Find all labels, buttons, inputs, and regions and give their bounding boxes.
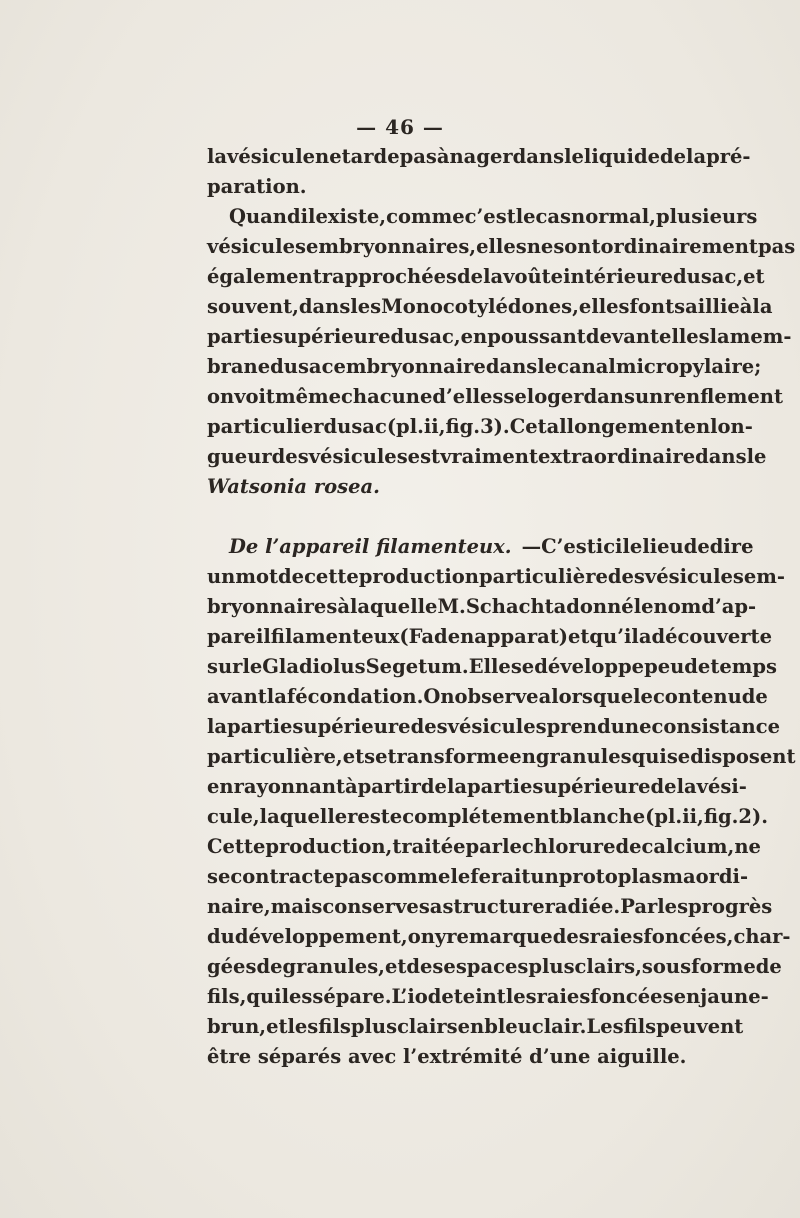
- text-line: se contracte pas comme le ferait un protoplasma ordi-: [207, 865, 749, 888]
- text-line: gées de granules, et des espaces plus clairs, sous forme de: [207, 955, 782, 978]
- text-line: fils, qui les sépare. L’iode teint les raies foncées en jaune-: [207, 985, 769, 1008]
- text-line: la vésicule ne tarde pas à nager dans le liquide de la pré-: [207, 145, 751, 168]
- text-line: avant la fécondation. On observe alors que le contenu de: [207, 685, 768, 708]
- page-number: — 46 —: [356, 115, 444, 139]
- text-line: pareil filamenteux (Fadenapparat) et qu’il a découverte: [207, 625, 772, 648]
- text-line: naire, mais conserve sa structure radiée. Par les progrès: [207, 895, 773, 918]
- text-line: particulière, et se transforme en granules qui se disposent: [207, 745, 796, 768]
- body-text: [207, 142, 796, 1072]
- text-line: gueur des vésicules est vraiment extraordinaire dans le: [207, 445, 767, 468]
- text-line: Cette production, traitée par le chlorure de calcium, ne: [207, 835, 761, 858]
- text-line: un mot de cette production particulière des vésicules em-: [207, 565, 786, 588]
- text-line: également rapprochées de la voûte intérieure du sac, et: [207, 265, 765, 288]
- text-line: on voit même chacune d’elles se loger dans un renflement: [207, 385, 783, 408]
- text-line: être séparés avec l’extrémité d’une aiguille.: [207, 1045, 687, 1068]
- text-line: la partie supérieure des vésicules prend une consistance: [207, 715, 781, 738]
- text-line: bryonnaires à laquelle M. Schacht a donné le nom d’ap-: [207, 595, 757, 618]
- text-line: brun, et les fils plus clairs en bleu clair. Les fils peuvent: [207, 1015, 744, 1038]
- text-line: De l’appareil filamenteux. — C’est ici le lieu de dire: [207, 532, 700, 562]
- text-line: Quand il existe, comme c’est le cas normal, plusieurs: [229, 205, 758, 228]
- text-line: souvent, dans les Monocotylédones, elles font saillie à la: [207, 295, 773, 318]
- text-line: brane du sac embryonnaire dans le canal micropylaire;: [207, 355, 762, 378]
- text-line: vésicules embryonnaires, elles ne sont ordinairement pas: [207, 235, 796, 258]
- text-line: partie supérieure du sac, en poussant devant elles la mem-: [207, 325, 792, 348]
- text-line: du développement, on y remarque des raies foncées, char-: [207, 925, 791, 948]
- text-line: en rayonnant à partir de la partie supérieure de la vési-: [207, 775, 747, 798]
- section-heading: De l’appareil filamenteux.: [229, 535, 512, 558]
- text-line: Watsonia rosea.: [207, 475, 380, 498]
- text-line: cule, laquelle reste complétement blanche (pl. ii, fig. 2).: [207, 805, 769, 828]
- text-line: particulier du sac (pl. ii, fig. 3). Cet allongement en lon-: [207, 415, 753, 438]
- text-line: sur le Gladiolus Segetum. Elle se développe peu de temps: [207, 655, 778, 678]
- text-line: paration.: [207, 175, 307, 198]
- paragraph-gap: [207, 502, 700, 532]
